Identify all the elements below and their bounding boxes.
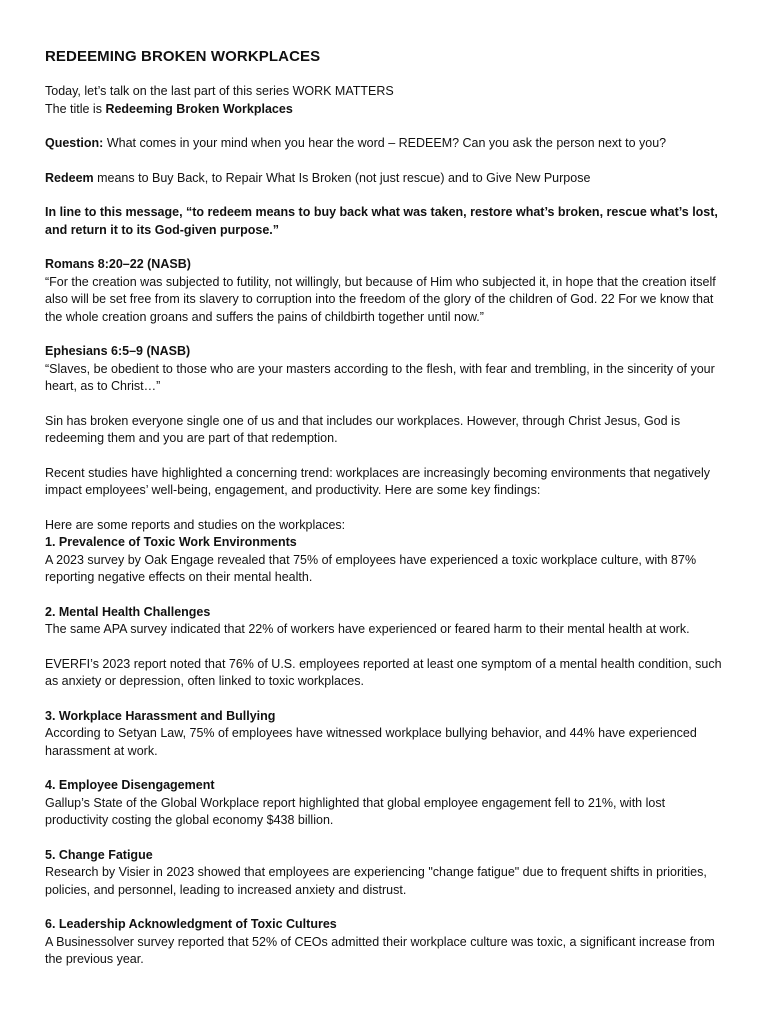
studies-paragraph: Recent studies have highlighted a concerning trend: workplaces are increasingly becoming environments that negatively impact employees’ well-being, engagement, and productivity. Here are some key findings: bbox=[45, 465, 710, 497]
finding-heading: 1. Prevalence of Toxic Work Environments bbox=[45, 535, 297, 549]
finding-text: A Businessolver survey reported that 52% of CEOs admitted their workplace culture was toxic, a significant increase from the previous year. bbox=[45, 934, 715, 966]
finding-heading: 2. Mental Health Challenges bbox=[45, 604, 211, 619]
finding-text: According to Setyan Law, 75% of employees have witnessed workplace bullying behavior, and 44% have experienced harassment at work. bbox=[45, 726, 697, 758]
finding-heading: 3. Workplace Harassment and Bullying bbox=[45, 708, 276, 723]
intro-line-1: Today, let’s talk on the last part of this series WORK MATTERS bbox=[45, 84, 394, 98]
redeem-text: means to Buy Back, to Repair What Is Broken (not just rescue) and to Give New Purpose bbox=[93, 170, 591, 185]
finding-text: Gallup’s State of the Global Workplace report highlighted that global employee engagement fell to 21%, with lost productivity costing the global economy $438 billion. bbox=[45, 795, 666, 827]
intro-line-2 bbox=[45, 101, 728, 119]
ephesians-text: “Slaves, be obedient to those who are your masters according to the flesh, with fear and trembling, in the sincerity of your heart, as to Christ…” bbox=[45, 361, 715, 393]
question-text: What comes in your mind when you hear the word – REDEEM? Can you ask the person next to you? bbox=[103, 136, 667, 150]
document-title: REDEEMING BROKEN WORKPLACES bbox=[45, 48, 321, 65]
finding-text: The same APA survey indicated that 22% of workers have experienced or feared harm to their mental health at work. bbox=[45, 622, 690, 636]
intro-line-2-prefix: The title is bbox=[45, 101, 106, 116]
inline-message: In line to this message, “to redeem means to buy back what was taken, restore what’s broken, rescue what’s lost, and return it to its God-given purpose.” bbox=[45, 205, 718, 237]
finding-text: Research by Visier in 2023 showed that employees are experiencing "change fatigue" due to frequent shifts in priorities, policies, and personnel, leading to increased anxiety and distrust. bbox=[45, 865, 707, 897]
finding-text: A 2023 survey by Oak Engage revealed that 75% of employees have experienced a toxic workplace culture, with 87% reporting negative effects on their mental health. bbox=[45, 552, 697, 584]
question-label: Question: bbox=[45, 136, 104, 150]
romans-reference: Romans 8:20–22 (NASB) bbox=[45, 257, 191, 271]
finding-heading: 5. Change Fatigue bbox=[45, 847, 153, 862]
ephesians-reference: Ephesians 6:5–9 (NASB) bbox=[45, 344, 191, 358]
finding-heading: 6. Leadership Acknowledgment of Toxic Cultures bbox=[45, 917, 337, 931]
finding-text-secondary: EVERFI’s 2023 report noted that 76% of U.S. employees reported at least one symptom of a mental health condition, such as anxiety or depression, often linked to toxic workplaces. bbox=[45, 656, 722, 688]
intro-line-2-bold: Redeeming Broken Workplaces bbox=[105, 101, 293, 116]
sin-paragraph: Sin has broken everyone single one of us and that includes our workplaces. However, through Christ Jesus, God is redeeming them and you are part of that redemption. bbox=[45, 413, 681, 445]
finding-heading: 4. Employee Disengagement bbox=[45, 778, 215, 792]
reports-intro: Here are some reports and studies on the workplaces: bbox=[45, 517, 346, 532]
redeem-label: Redeem bbox=[45, 170, 94, 185]
redeem-paragraph bbox=[45, 170, 728, 188]
romans-text: “For the creation was subjected to futility, not willingly, but because of Him who subjected it, in hope that the creation itself also will be set free from its slavery to corruption into the freedom of the glory of the children of God. 22 For we know that the whole creation groans and suffers the pains of childbirth together until now.” bbox=[45, 274, 716, 324]
question-paragraph bbox=[45, 135, 728, 153]
